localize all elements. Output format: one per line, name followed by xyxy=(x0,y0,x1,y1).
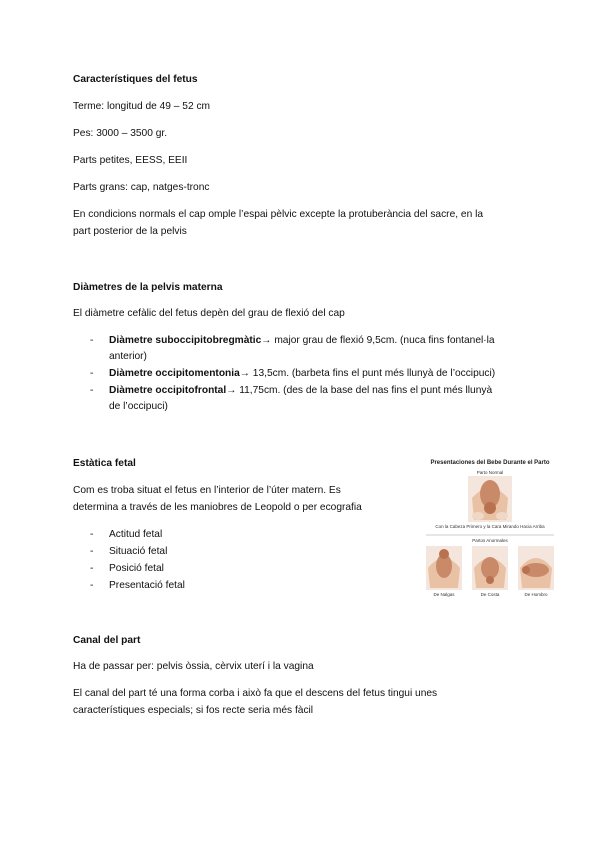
list-item: Situació fetal xyxy=(109,546,168,557)
diameter-description-cont: de l’occipuci) xyxy=(109,401,168,412)
list-item xyxy=(109,383,529,415)
heading-pelvis-diameters: Diàmetres de la pelvis materna xyxy=(73,282,223,293)
text-birth-canal-path: Ha de passar per: pelvis òssia, cèrvix uterí i la vagina xyxy=(73,661,314,672)
list-item: Posició fetal xyxy=(109,563,164,574)
caption-shoulder: De Hombro xyxy=(524,592,548,597)
hip-bone xyxy=(496,512,508,520)
figure-normal-label: Parto Normal xyxy=(476,470,504,475)
bullet-marker: - xyxy=(90,385,94,396)
text-parts-petites: Parts petites, EESS, EEII xyxy=(73,155,188,166)
diameter-term: Diàmetre occipitomentonia xyxy=(109,368,240,379)
fetal-presentation-figure xyxy=(420,458,560,603)
figure-abnormal-label: Partos Anormales xyxy=(472,538,508,543)
list-item xyxy=(109,366,529,382)
heading-birth-canal: Canal del part xyxy=(73,635,141,646)
text-pes: Pes: 3000 – 3500 gr. xyxy=(73,128,168,139)
bullet-marker: - xyxy=(90,580,94,591)
fetus-head xyxy=(484,502,496,514)
bullet-marker: - xyxy=(90,563,94,574)
diameter-description: → 11,75cm. (des de la base del nas fins el punt més llunyà xyxy=(226,385,493,396)
bullet-marker: - xyxy=(90,335,94,346)
fetus-head xyxy=(486,576,494,584)
text-terme: Terme: longitud de 49 – 52 cm xyxy=(73,101,211,112)
figure-illustration xyxy=(420,458,560,603)
diameter-description: → 13,5cm. (barbeta fins el punt més llunyà de l’occipuci) xyxy=(239,368,496,379)
hip-bone xyxy=(472,512,484,520)
bullet-marker: - xyxy=(90,546,94,557)
heading-fetal-statics: Estàtica fetal xyxy=(73,458,136,469)
text-diameter-intro: El diàmetre cefàlic del fetus depèn del grau de flexió del cap xyxy=(73,308,345,319)
caption-back: De Costa xyxy=(480,592,500,597)
heading-fetal-characteristics: Característiques del fetus xyxy=(73,74,198,85)
bullet-marker: - xyxy=(90,529,94,540)
figure-normal-caption: Con la Cabeza Primero y la Cara Mirando Hacia Arriba xyxy=(435,524,545,529)
text-parts-grans: Parts grans: cap, natges-tronc xyxy=(73,182,210,193)
paragraph-line: En condicions normals el cap omple l’espai pèlvic excepte la protuberància del sacre, en la xyxy=(73,209,483,220)
fetus-shape xyxy=(481,557,499,579)
caption-breech: De Nalgas xyxy=(433,592,455,597)
diameter-term: Diàmetre occipitofrontal xyxy=(109,385,227,396)
bullet-marker: - xyxy=(90,368,94,379)
diameter-description: → major grau de flexió 9,5cm. (nuca fins fontanel·la xyxy=(261,335,495,346)
figure-title: Presentaciones del Bebe Durante el Parto xyxy=(430,460,550,466)
list-item xyxy=(109,333,529,365)
paragraph-line: part posterior de la pelvis xyxy=(73,226,187,237)
diameter-term: Diàmetre suboccipitobregmàtic xyxy=(109,335,262,346)
paragraph-line: determina a través de les maniobres de Leopold o per ecografia xyxy=(73,502,362,513)
fetus-head xyxy=(522,566,530,574)
diameter-description-cont: anterior) xyxy=(109,351,147,362)
paragraph-line: característiques especials; si fos recte seria més fàcil xyxy=(73,705,314,716)
paragraph-line: El canal del part té una forma corba i això fa que el descens del fetus tingui unes xyxy=(73,688,438,699)
fetus-head xyxy=(439,549,449,559)
list-item: Actitud fetal xyxy=(109,529,163,540)
paragraph-line: Com es troba situat el fetus en l’interior de l’úter matern. Es xyxy=(73,485,341,496)
list-item: Presentació fetal xyxy=(109,580,185,591)
